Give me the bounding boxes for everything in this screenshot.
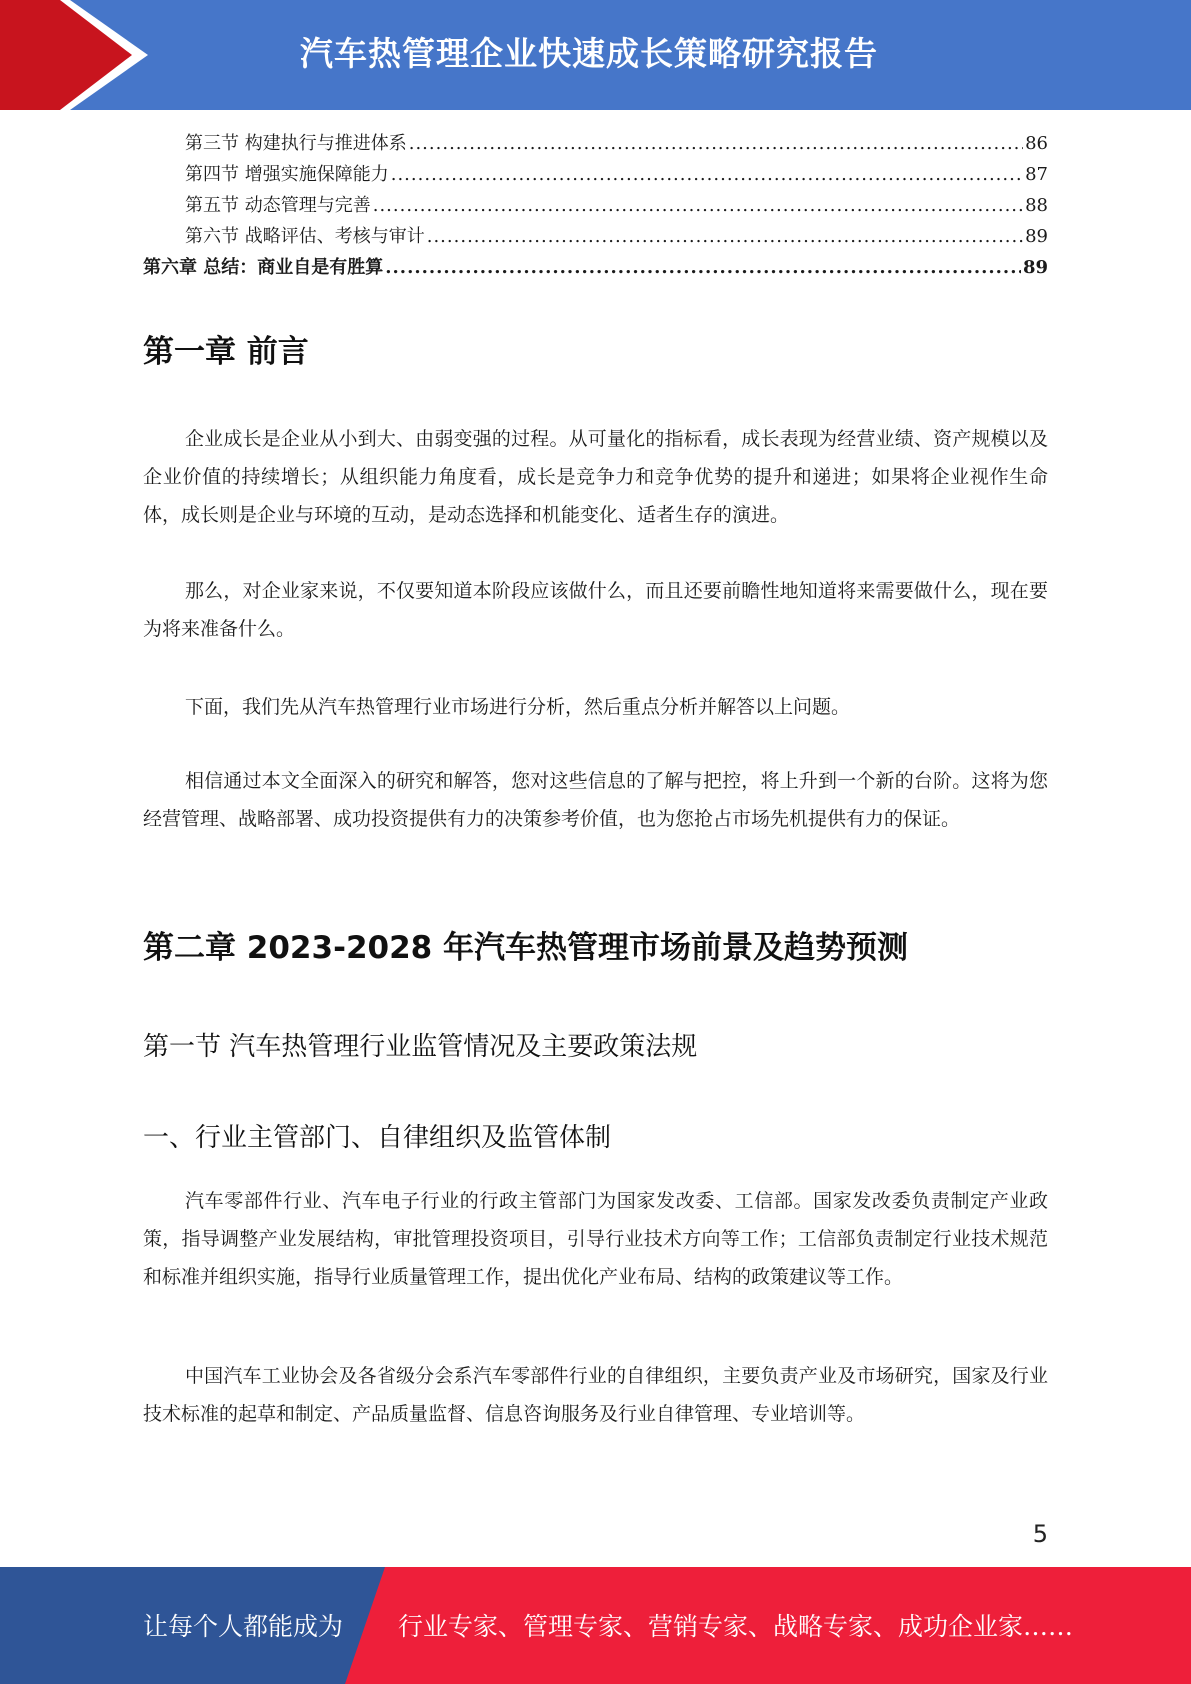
paragraph: 下面，我们先从汽车热管理行业市场进行分析，然后重点分析并解答以上问题。 xyxy=(185,696,851,718)
toc-entry-page: 88 xyxy=(1025,195,1048,216)
subsection-heading: 一、行业主管部门、自律组织及监管体制 xyxy=(143,1123,612,1153)
toc-entry[interactable] xyxy=(143,190,1048,221)
table-of-contents xyxy=(143,128,1048,283)
toc-entry-chapter[interactable] xyxy=(143,252,1048,283)
toc-leader xyxy=(385,252,1021,283)
report-title: 汽车热管理企业快速成长策略研究报告 xyxy=(300,34,878,73)
toc-entry[interactable] xyxy=(143,159,1048,190)
chevron-decoration xyxy=(0,0,160,110)
paragraph: 汽车零部件行业、汽车电子行业的行政主管部门为国家发改委、工信部。国家发改委负责制定产业政策，指导调整产业发展结构，审批管理投资项目，引导行业技术方向等工作；工信部负责制定行业技术规范和标准并组织实施，指导行业质量管理工作，提出优化产业布局、结构的政策建议等工作。 xyxy=(143,1190,1048,1288)
header-banner xyxy=(0,0,1191,110)
chapter1-heading: 第一章 前言 xyxy=(143,334,309,370)
section-heading: 第一节 汽车热管理行业监管情况及主要政策法规 xyxy=(143,1032,698,1062)
toc-entry[interactable] xyxy=(143,128,1048,159)
page-number: 5 xyxy=(1032,1520,1048,1548)
toc-leader xyxy=(427,221,1023,252)
footer-slogan-left: 让每个人都能成为 xyxy=(143,1612,344,1641)
toc-entry-title: 第五节 动态管理与完善 xyxy=(185,195,371,216)
toc-entry[interactable] xyxy=(143,221,1048,252)
toc-leader xyxy=(409,128,1023,159)
toc-leader xyxy=(373,190,1023,221)
toc-entry-title: 第六章 总结：商业自是有胜算 xyxy=(143,257,384,278)
paragraph: 企业成长是企业从小到大、由弱变强的过程。从可量化的指标看，成长表现为经营业绩、资产规模以及企业价值的持续增长；从组织能力角度看，成长是竞争力和竞争优势的提升和递进；如果将企业视作生命体，成长则是企业与环境的互动，是动态选择和机能变化、适者生存的演进。 xyxy=(143,428,1048,526)
toc-entry-page: 87 xyxy=(1025,164,1048,185)
footer-banner xyxy=(0,1567,1191,1684)
chapter2-heading: 第二章 2023-2028 年汽车热管理市场前景及趋势预测 xyxy=(143,930,909,966)
toc-entry-page: 86 xyxy=(1025,133,1048,154)
toc-leader xyxy=(391,159,1023,190)
toc-entry-title: 第三节 构建执行与推进体系 xyxy=(185,133,407,154)
toc-entry-title: 第四节 增强实施保障能力 xyxy=(185,164,389,185)
paragraph: 中国汽车工业协会及各省级分会系汽车零部件行业的自律组织，主要负责产业及市场研究，国家及行业技术标准的起草和制定、产品质量监督、信息咨询服务及行业自律管理、专业培训等。 xyxy=(143,1365,1048,1425)
toc-entry-page: 89 xyxy=(1022,257,1048,278)
toc-entry-page: 89 xyxy=(1025,226,1048,247)
paragraph: 相信通过本文全面深入的研究和解答，您对这些信息的了解与把控，将上升到一个新的台阶。这将为您经营管理、战略部署、成功投资提供有力的决策参考价值，也为您抢占市场先机提供有力的保证。 xyxy=(143,770,1048,830)
toc-entry-title: 第六节 战略评估、考核与审计 xyxy=(185,226,425,247)
footer-slogan-right: 行业专家、管理专家、营销专家、战略专家、成功企业家…… xyxy=(398,1612,1074,1641)
paragraph: 那么，对企业家来说，不仅要知道本阶段应该做什么，而且还要前瞻性地知道将来需要做什么，现在要为将来准备什么。 xyxy=(143,580,1048,640)
